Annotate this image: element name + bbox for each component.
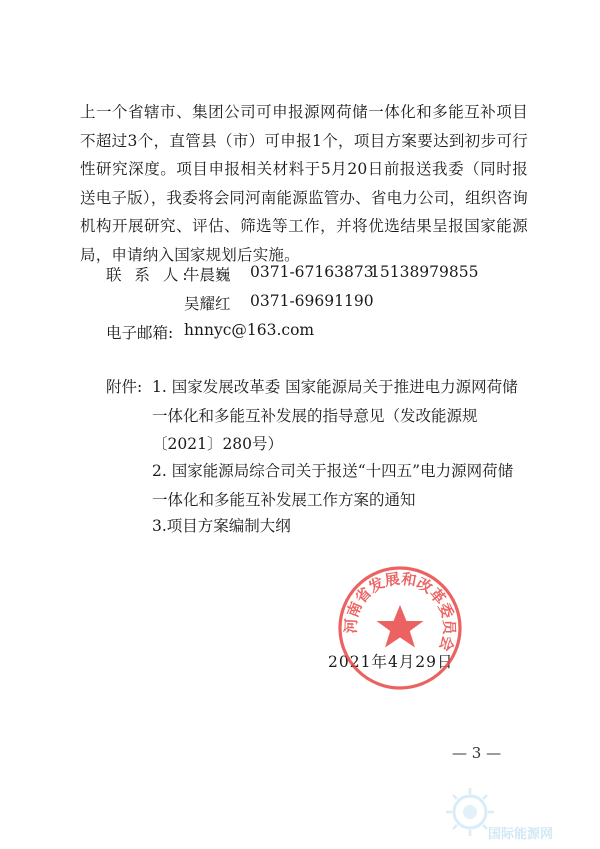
contact-name-1: 牛晨巍 [184,266,231,284]
email-label: 电子邮箱: [106,324,174,342]
document-date: 2021年4月29日 [328,653,454,671]
official-seal-icon [335,563,465,693]
attachment-item-1: 1. 国家发展改革委 国家能源局关于推进电力源网荷储一体化和多能互补发展的指导意见（发改能源规〔2021〕280号） [152,378,518,454]
body-paragraph: 上一个省辖市、集团公司可申报源网荷储一体化和多能互补项目不超过3个，直管县（市）可申报1个，项目方案要达到初步可行性研究深度。项目申报相关材料于5月20日前报送我委（同时报送电子版），我委将会同河南能源监管办、省电力公司，组织咨询机构开展研究、评估、筛选等工作，并将优选结果呈报国家能源局，申请纳入国家规划后实施。 [80,103,528,264]
watermark-text: 国际能源网 [488,827,554,842]
attachment-item-2: 2. 国家能源局综合司关于报送“十四五”电力源网荷储一体化和多能互补发展工作方案的通知 [152,462,514,509]
email-address: hnnyc@163.com [184,321,315,339]
contact-phone-2: 0371-69691190 [250,292,374,310]
page-number: — 3 — [452,744,502,762]
contact-phone-1: 0371-67163873 [250,263,374,281]
contact-label: 联 系 人: [106,266,192,284]
attachments-label: 附件: [106,378,143,396]
contact-mobile-1: 15138979855 [370,263,479,281]
attachment-item-3: 3.项目方案编制大纲 [152,517,291,535]
contact-name-2: 吴耀红 [184,295,231,313]
seal-text: 河南省发展和改革委员会 [341,569,459,654]
